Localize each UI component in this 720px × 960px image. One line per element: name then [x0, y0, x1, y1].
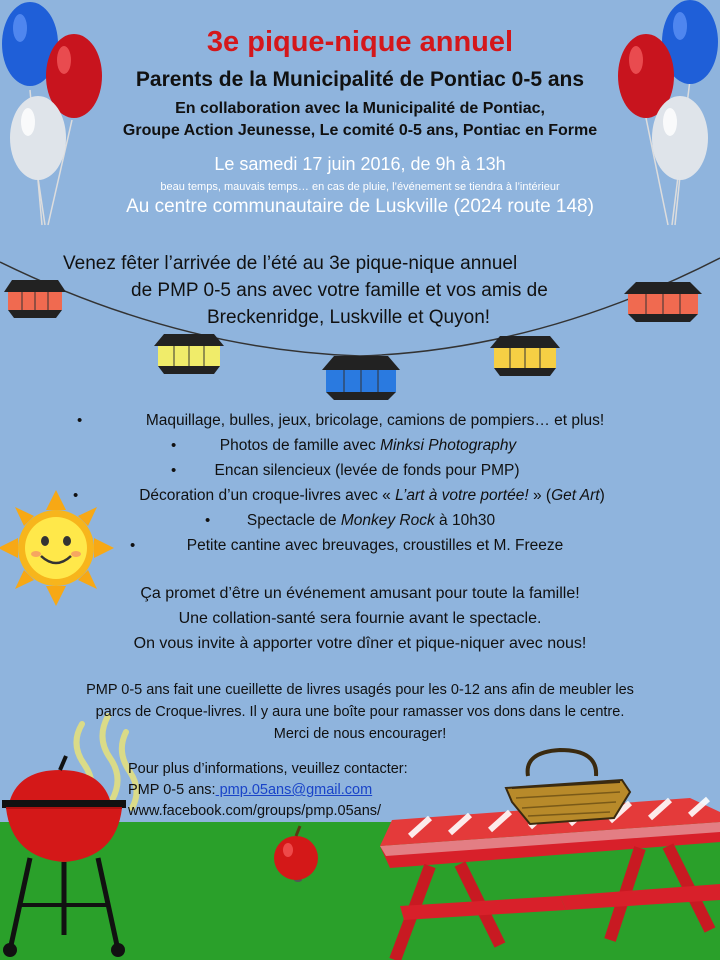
- list-item: [0, 437, 720, 455]
- activity-text: Spectacle de: [246, 512, 341, 529]
- list-item: [0, 512, 720, 530]
- list-item: [0, 487, 720, 505]
- activity-italic: Monkey Rock: [340, 512, 435, 529]
- activity-text: » (: [528, 487, 552, 504]
- bullet-dot: •: [171, 437, 177, 454]
- activity-italic: Get Art: [551, 487, 600, 504]
- lantern-icon: [322, 356, 400, 400]
- books-text: [0, 679, 720, 745]
- promo-line-1: Ça promet d’être un événement amusant pour toute la famille!: [140, 585, 580, 602]
- bullet-dot: •: [130, 537, 136, 554]
- intro-line-1: Venez fêter l’arrivée de l’été au 3e pique-nique annuel: [63, 253, 518, 274]
- activity-text: Décoration d’un croque-livres avec «: [139, 487, 396, 504]
- bullet-dot: •: [171, 462, 177, 479]
- activity-text: Petite cantine avec breuvages, croustilles et M. Freeze: [186, 537, 564, 554]
- weather-note: beau temps, mauvais temps… en cas de pluie, l’événement se tiendra à l’intérieur: [160, 181, 560, 193]
- event-title: 3e pique-nique annuel: [206, 26, 514, 58]
- email-label: PMP 0-5 ans:: [128, 782, 216, 798]
- facebook-link[interactable]: www.facebook.com/groups/pmp.05ans/: [128, 803, 382, 819]
- intro-line-3: Breckenridge, Luskville et Quyon!: [207, 307, 491, 328]
- books-line-2: parcs de Croque-livres. Il y aura une boîte pour ramasser vos dons dans le centre.: [95, 704, 625, 720]
- contact-email-line: [128, 780, 408, 801]
- lantern-icon: [490, 336, 560, 376]
- contact-info: [128, 759, 408, 822]
- books-line-1: PMP 0-5 ans fait une cueillette de livres usagés pour les 0-12 ans afin de meubler les: [86, 682, 634, 698]
- activity-text: Maquillage, bulles, jeux, bricolage, camions de pompiers… et plus!: [145, 412, 605, 429]
- activity-text: Encan silencieux (levée de fonds pour PMP): [214, 462, 520, 479]
- email-link[interactable]: pmp.05ans@gmail.com: [215, 782, 373, 798]
- activity-list: [0, 412, 720, 562]
- list-item: [0, 537, 720, 555]
- event-subtitle: Parents de la Municipalité de Pontiac 0-5 ans: [135, 68, 585, 91]
- contact-line: Pour plus d’informations, veuillez contacter:: [128, 761, 408, 777]
- activity-text: ): [599, 487, 605, 504]
- activity-italic: L’art à votre portée!: [395, 487, 529, 504]
- promo-line-2: Une collation-santé sera fournie avant le spectacle.: [178, 610, 542, 627]
- promo-text: [0, 581, 720, 656]
- lantern-icon: [154, 334, 224, 374]
- activity-text: à 10h30: [434, 512, 496, 529]
- activity-italic: Minksi Photography: [380, 437, 517, 454]
- promo-line-3: On vous invite à apporter votre dîner et pique-niquer avec nous!: [133, 635, 587, 652]
- collaboration-text: [0, 98, 720, 142]
- books-line-3: Merci de nous encourager!: [273, 726, 447, 742]
- collab-line-2: Groupe Action Jeunesse, Le comité 0-5 ans, Pontiac en Forme: [122, 122, 598, 139]
- intro-text: [0, 250, 720, 340]
- list-item: [0, 462, 720, 480]
- bullet-dot: •: [77, 412, 83, 429]
- intro-line-2: de PMP 0-5 ans avec votre famille et vos amis de: [131, 280, 548, 301]
- bullet-dot: •: [73, 487, 79, 504]
- event-location: Au centre communautaire de Luskville (2024 route 148): [126, 196, 594, 217]
- bullet-dot: •: [205, 512, 211, 529]
- basket-icon: [506, 750, 630, 824]
- event-date: Le samedi 17 juin 2016, de 9h à 13h: [214, 154, 506, 174]
- activity-text: Photos de famille avec: [219, 437, 381, 454]
- list-item: [0, 412, 720, 430]
- collab-line-1: En collaboration avec la Municipalité de Pontiac,: [175, 100, 545, 117]
